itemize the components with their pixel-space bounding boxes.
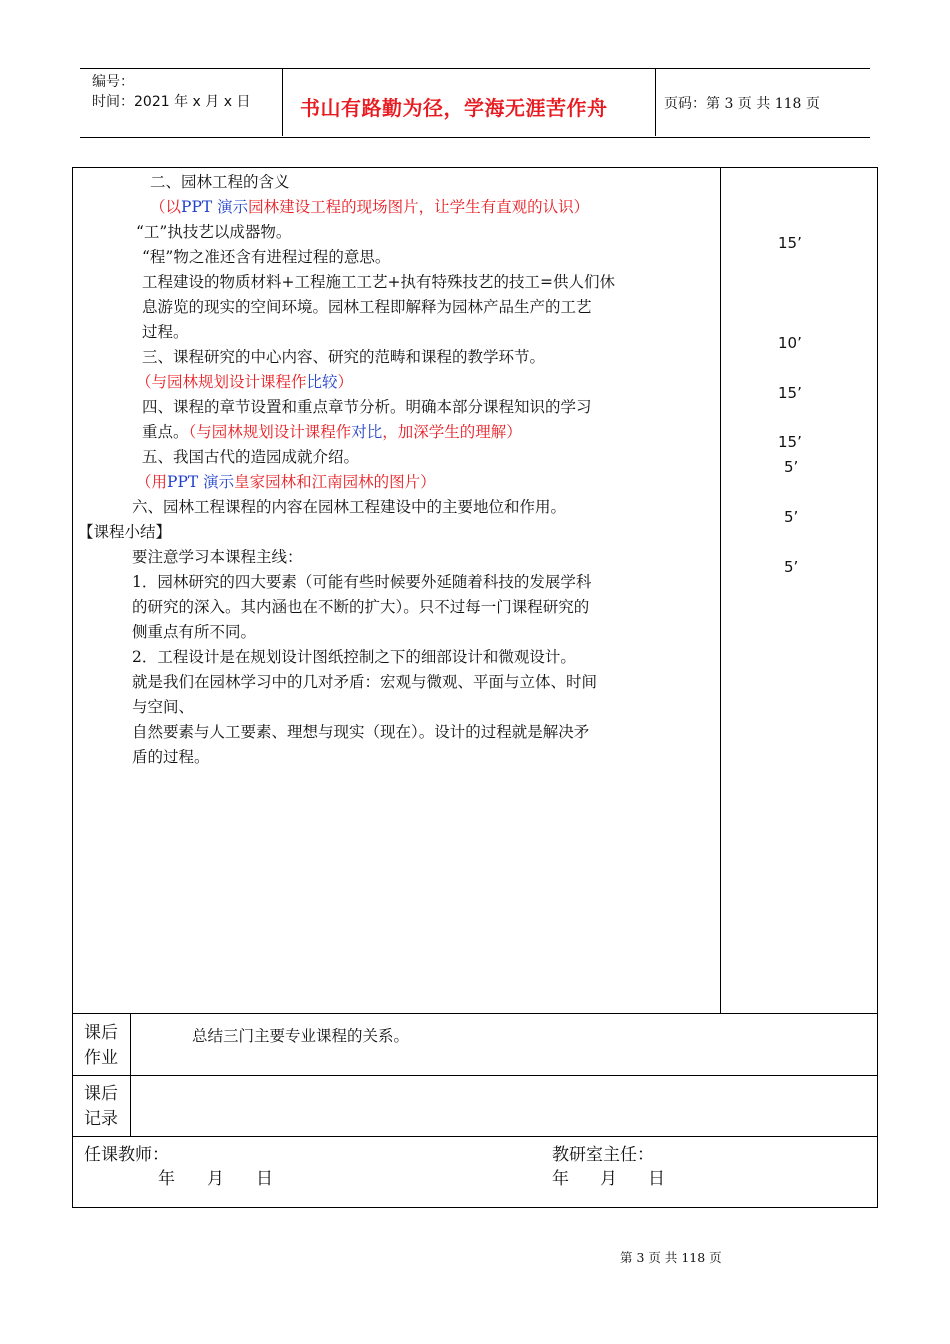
teacher-year: 年 [158, 1169, 175, 1189]
director-label: 教研室主任： [552, 1145, 654, 1165]
director-year: 年 [552, 1169, 569, 1189]
minutes-column-divider [720, 167, 721, 1013]
minutes-value: 5’ [784, 558, 799, 576]
teacher-label: 任课教师： [84, 1145, 169, 1165]
content-line: 盾的过程。 [132, 748, 210, 766]
content-line: 要注意学习本课程主线： [132, 548, 303, 566]
content-line: 就是我们在园林学习中的几对矛盾：宏观与微观、平面与立体、时间 [132, 673, 598, 691]
serial-label: 编号： [92, 74, 134, 90]
content-line: 息游览的现实的空间环境。园林工程即解释为园林产品生产的工艺 [142, 298, 592, 316]
row-divider [72, 1013, 878, 1014]
row-divider [72, 1136, 878, 1137]
minutes-value: 10’ [778, 334, 802, 352]
lesson-content [78, 170, 712, 770]
content-note: （用PPT 演示皇家园林和江南园林的图片） [136, 473, 436, 491]
content-line: 三、课程研究的中心内容、研究的范畴和课程的教学环节。 [142, 348, 546, 366]
content-line: 重点。（与园林规划设计课程作对比，加深学生的理解） [142, 423, 522, 441]
content-line: 2．工程设计是在规划设计图纸控制之下的细部设计和微观设计。 [132, 648, 576, 666]
minutes-value: 15’ [778, 433, 802, 451]
content-line: “程”物之准还含有进程过程的意思。 [142, 248, 391, 266]
content-line: 五、我国古代的造园成就介绍。 [142, 448, 360, 466]
homework-text: 总结三门主要专业课程的关系。 [192, 1027, 410, 1045]
header-divider [282, 68, 283, 136]
director-month: 月 [600, 1169, 617, 1189]
header-motto: 书山有路勤为径，学海无涯苦作舟 [300, 96, 608, 120]
teacher-day: 日 [256, 1169, 273, 1189]
minutes-value: 5’ [784, 458, 799, 476]
content-line: “工”执技艺以成器物。 [136, 223, 292, 241]
content-line: 四、课程的章节设置和重点章节分析。明确本部分课程知识的学习 [142, 398, 592, 416]
content-line: 自然要素与人工要素、理想与现实（现在）。设计的过程就是解决矛 [132, 723, 590, 741]
minutes-value: 15’ [778, 234, 802, 252]
content-line: 工程建设的物质材料+工程施工工艺+执有特殊技艺的技工=供人们休 [142, 273, 615, 291]
record-label: 课后 记录 [84, 1084, 118, 1129]
label-column-divider [130, 1013, 131, 1136]
header-page-info: 页码：第 3 页 共 118 页 [664, 96, 820, 112]
header-meta [92, 72, 250, 112]
row-divider [72, 1075, 878, 1076]
minutes-value: 15’ [778, 384, 802, 402]
content-line: 六、园林工程课程的内容在园林工程建设中的主要地位和作用。 [132, 498, 567, 516]
content-note: （与园林规划设计课程作比较） [136, 373, 354, 391]
teacher-month: 月 [207, 1169, 224, 1189]
director-day: 日 [648, 1169, 665, 1189]
content-line: 的研究的深入。其内涵也在不断的扩大）。只不过每一门课程研究的 [132, 598, 590, 616]
content-line: 二、园林工程的含义 [150, 173, 290, 191]
homework-label: 课后 作业 [84, 1023, 118, 1068]
content-line: 侧重点有所不同。 [132, 623, 257, 641]
minutes-value: 5’ [784, 508, 799, 526]
date-label: 时间：2021 年 x 月 x 日 [92, 94, 251, 110]
header-divider [655, 68, 656, 136]
content-line: 过程。 [142, 323, 189, 341]
content-line: 1．园林研究的四大要素（可能有些时候要外延随着科技的发展学科 [132, 573, 592, 591]
section-heading: 【课程小结】 [78, 523, 172, 541]
content-note: （以PPT 演示园林建设工程的现场图片，让学生有直观的认识） [150, 198, 590, 216]
page-footer: 第 3 页 共 118 页 [620, 1250, 722, 1265]
content-line: 与空间、 [132, 698, 195, 716]
